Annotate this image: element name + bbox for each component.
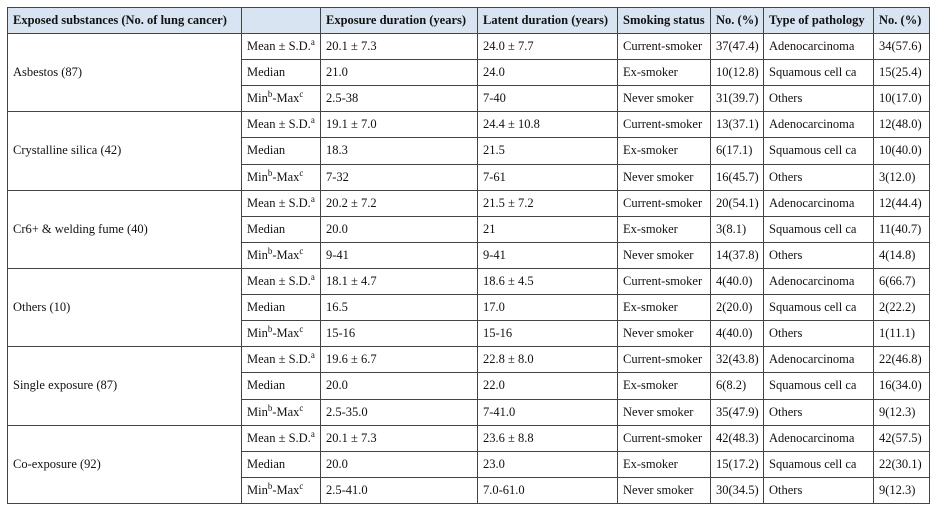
smoking-status-cell: Current-smoker	[618, 347, 711, 373]
header-latent-duration: Latent duration (years)	[478, 8, 618, 34]
footnote-marker: a	[310, 271, 315, 282]
statistic-label	[242, 34, 321, 60]
statistic-text: Median	[247, 300, 286, 315]
latent-duration-cell: 7-61	[478, 164, 618, 190]
pathology-count-cell: 3(12.0)	[874, 164, 930, 190]
pathology-count-cell: 15(25.4)	[874, 60, 930, 86]
smoking-count-cell: 35(47.9)	[711, 399, 764, 425]
latent-duration-cell: 23.6 ± 8.8	[478, 425, 618, 451]
statistic-text: Median	[247, 143, 286, 158]
smoking-status-cell: Never smoker	[618, 399, 711, 425]
smoking-count-cell: 30(34.5)	[711, 477, 764, 503]
smoking-status-cell: Current-smoker	[618, 112, 711, 138]
exposure-duration-cell: 2.5-41.0	[321, 477, 478, 503]
pathology-type-cell: Others	[764, 164, 874, 190]
latent-duration-cell: 7.0-61.0	[478, 477, 618, 503]
smoking-count-cell: 3(8.1)	[711, 216, 764, 242]
statistic-text: Median	[247, 378, 286, 393]
statistic-label	[242, 138, 321, 164]
latent-duration-cell: 24.0 ± 7.7	[478, 34, 618, 60]
footnote-marker: b	[267, 480, 273, 491]
footnote-marker: c	[299, 167, 304, 178]
exposure-duration-cell: 20.0	[321, 373, 478, 399]
exposure-duration-cell: 9-41	[321, 242, 478, 268]
statistic-label	[242, 164, 321, 190]
header-statistic	[242, 8, 321, 34]
footnote-marker: c	[299, 89, 304, 100]
exposure-duration-cell: 7-32	[321, 164, 478, 190]
smoking-count-cell: 4(40.0)	[711, 321, 764, 347]
latent-duration-cell: 17.0	[478, 295, 618, 321]
footnote-marker: b	[267, 89, 273, 100]
pathology-count-cell: 9(12.3)	[874, 477, 930, 503]
pathology-count-cell: 4(14.8)	[874, 242, 930, 268]
header-smoking-status: Smoking status	[618, 8, 711, 34]
exposure-duration-cell: 20.0	[321, 216, 478, 242]
statistic-label	[242, 86, 321, 112]
pathology-type-cell: Adenocarcinoma	[764, 425, 874, 451]
smoking-status-cell: Ex-smoker	[618, 451, 711, 477]
table-row	[8, 268, 930, 294]
footnote-marker: a	[310, 350, 315, 361]
latent-duration-cell: 22.8 ± 8.0	[478, 347, 618, 373]
header-pathology-type: Type of pathology	[764, 8, 874, 34]
footnote-marker: c	[299, 245, 304, 256]
pathology-type-cell: Others	[764, 86, 874, 112]
smoking-count-cell: 10(12.8)	[711, 60, 764, 86]
table-row	[8, 190, 930, 216]
exposure-duration-cell: 20.2 ± 7.2	[321, 190, 478, 216]
statistic-text: Mean ± S.D.	[247, 352, 311, 367]
exposure-duration-cell: 21.0	[321, 60, 478, 86]
statistic-text: Mean ± S.D.	[247, 195, 311, 210]
statistic-text: Mean ± S.D.	[247, 39, 311, 54]
pathology-count-cell: 1(11.1)	[874, 321, 930, 347]
pathology-count-cell: 10(40.0)	[874, 138, 930, 164]
statistic-label	[242, 425, 321, 451]
statistic-text: Median	[247, 65, 286, 80]
pathology-count-cell: 22(46.8)	[874, 347, 930, 373]
exposure-duration-cell: 19.6 ± 6.7	[321, 347, 478, 373]
smoking-status-cell: Never smoker	[618, 164, 711, 190]
footnote-marker: a	[310, 428, 315, 439]
exposure-duration-cell: 20.1 ± 7.3	[321, 34, 478, 60]
latent-duration-cell: 21.5 ± 7.2	[478, 190, 618, 216]
exposure-duration-cell: 2.5-38	[321, 86, 478, 112]
smoking-count-cell: 4(40.0)	[711, 268, 764, 294]
smoking-status-cell: Ex-smoker	[618, 216, 711, 242]
smoking-count-cell: 20(54.1)	[711, 190, 764, 216]
statistic-text: Min	[247, 247, 268, 262]
pathology-type-cell: Squamous cell ca	[764, 295, 874, 321]
latent-duration-cell: 24.4 ± 10.8	[478, 112, 618, 138]
smoking-status-cell: Ex-smoker	[618, 60, 711, 86]
pathology-count-cell: 11(40.7)	[874, 216, 930, 242]
statistic-text: Median	[247, 221, 286, 236]
pathology-type-cell: Others	[764, 477, 874, 503]
smoking-count-cell: 13(37.1)	[711, 112, 764, 138]
pathology-type-cell: Others	[764, 321, 874, 347]
statistic-label	[242, 190, 321, 216]
pathology-type-cell: Squamous cell ca	[764, 138, 874, 164]
pathology-count-cell: 10(17.0)	[874, 86, 930, 112]
smoking-count-cell: 6(8.2)	[711, 373, 764, 399]
footnote-marker: c	[299, 480, 304, 491]
table-row	[8, 112, 930, 138]
smoking-status-cell: Never smoker	[618, 86, 711, 112]
table-row	[8, 425, 930, 451]
smoking-count-cell: 32(43.8)	[711, 347, 764, 373]
table-row	[8, 347, 930, 373]
pathology-count-cell: 12(44.4)	[874, 190, 930, 216]
pathology-type-cell: Adenocarcinoma	[764, 347, 874, 373]
exposure-group-label: Others (10)	[8, 268, 242, 346]
table-row	[8, 34, 930, 60]
statistic-label	[242, 268, 321, 294]
latent-duration-cell: 22.0	[478, 373, 618, 399]
smoking-status-cell: Ex-smoker	[618, 138, 711, 164]
exposure-duration-cell: 16.5	[321, 295, 478, 321]
smoking-count-cell: 14(37.8)	[711, 242, 764, 268]
pathology-type-cell: Squamous cell ca	[764, 451, 874, 477]
latent-duration-cell: 7-41.0	[478, 399, 618, 425]
pathology-count-cell: 34(57.6)	[874, 34, 930, 60]
exposure-group-label: Co-exposure (92)	[8, 425, 242, 503]
pathology-type-cell: Others	[764, 242, 874, 268]
latent-duration-cell: 7-40	[478, 86, 618, 112]
pathology-count-cell: 9(12.3)	[874, 399, 930, 425]
statistic-text: Min	[247, 326, 268, 341]
statistic-text: -Max	[272, 326, 300, 341]
pathology-type-cell: Adenocarcinoma	[764, 112, 874, 138]
statistic-label	[242, 373, 321, 399]
latent-duration-cell: 21.5	[478, 138, 618, 164]
smoking-status-cell: Current-smoker	[618, 268, 711, 294]
statistic-text: Mean ± S.D.	[247, 430, 311, 445]
statistic-label	[242, 216, 321, 242]
pathology-count-cell: 16(34.0)	[874, 373, 930, 399]
exposure-duration-cell: 18.1 ± 4.7	[321, 268, 478, 294]
statistic-label	[242, 60, 321, 86]
statistic-text: Min	[247, 169, 268, 184]
smoking-status-cell: Current-smoker	[618, 34, 711, 60]
statistic-label	[242, 321, 321, 347]
statistic-text: Mean ± S.D.	[247, 274, 311, 289]
smoking-status-cell: Never smoker	[618, 242, 711, 268]
smoking-status-cell: Never smoker	[618, 477, 711, 503]
header-exposure-duration: Exposure duration (years)	[321, 8, 478, 34]
smoking-status-cell: Current-smoker	[618, 190, 711, 216]
latent-duration-cell: 15-16	[478, 321, 618, 347]
exposure-duration-cell: 20.0	[321, 451, 478, 477]
statistic-text: -Max	[272, 169, 300, 184]
pathology-count-cell: 12(48.0)	[874, 112, 930, 138]
statistic-text: Min	[247, 91, 268, 106]
statistic-label	[242, 347, 321, 373]
pathology-count-cell: 6(66.7)	[874, 268, 930, 294]
header-smoking-count: No. (%)	[711, 8, 764, 34]
statistic-text: -Max	[272, 91, 300, 106]
footnote-marker: c	[299, 324, 304, 335]
latent-duration-cell: 21	[478, 216, 618, 242]
statistic-label	[242, 399, 321, 425]
exposure-group-label: Crystalline silica (42)	[8, 112, 242, 190]
pathology-count-cell: 22(30.1)	[874, 451, 930, 477]
pathology-type-cell: Adenocarcinoma	[764, 268, 874, 294]
statistic-text: -Max	[272, 404, 300, 419]
latent-duration-cell: 9-41	[478, 242, 618, 268]
footnote-marker: a	[310, 36, 315, 47]
footnote-marker: b	[267, 324, 273, 335]
pathology-count-cell: 42(57.5)	[874, 425, 930, 451]
header-exposed-substances: Exposed substances (No. of lung cancer)	[8, 8, 242, 34]
exposure-duration-cell: 2.5-35.0	[321, 399, 478, 425]
statistic-text: -Max	[272, 482, 300, 497]
latent-duration-cell: 23.0	[478, 451, 618, 477]
footnote-marker: b	[267, 167, 273, 178]
smoking-count-cell: 42(48.3)	[711, 425, 764, 451]
smoking-count-cell: 2(20.0)	[711, 295, 764, 321]
statistic-text: Min	[247, 482, 268, 497]
statistic-text: Min	[247, 404, 268, 419]
exposure-duration-cell: 15-16	[321, 321, 478, 347]
smoking-count-cell: 37(47.4)	[711, 34, 764, 60]
pathology-type-cell: Adenocarcinoma	[764, 190, 874, 216]
footnote-marker: b	[267, 402, 273, 413]
exposure-duration-cell: 19.1 ± 7.0	[321, 112, 478, 138]
statistic-label	[242, 242, 321, 268]
exposure-group-label: Cr6+ & welding fume (40)	[8, 190, 242, 268]
latent-duration-cell: 24.0	[478, 60, 618, 86]
smoking-count-cell: 16(45.7)	[711, 164, 764, 190]
pathology-type-cell: Others	[764, 399, 874, 425]
statistic-label	[242, 295, 321, 321]
footnote-marker: b	[267, 245, 273, 256]
footnote-marker: a	[310, 115, 315, 126]
statistic-text: -Max	[272, 247, 300, 262]
pathology-count-cell: 2(22.2)	[874, 295, 930, 321]
smoking-status-cell: Ex-smoker	[618, 295, 711, 321]
pathology-type-cell: Squamous cell ca	[764, 216, 874, 242]
statistic-label	[242, 112, 321, 138]
header-pathology-count: No. (%)	[874, 8, 930, 34]
smoking-status-cell: Ex-smoker	[618, 373, 711, 399]
smoking-count-cell: 31(39.7)	[711, 86, 764, 112]
pathology-type-cell: Adenocarcinoma	[764, 34, 874, 60]
table-body	[8, 34, 930, 504]
statistic-text: Median	[247, 456, 286, 471]
footnote-marker: a	[310, 193, 315, 204]
pathology-type-cell: Squamous cell ca	[764, 373, 874, 399]
exposure-table	[7, 7, 930, 504]
pathology-type-cell: Squamous cell ca	[764, 60, 874, 86]
smoking-status-cell: Never smoker	[618, 321, 711, 347]
exposure-duration-cell: 20.1 ± 7.3	[321, 425, 478, 451]
smoking-count-cell: 15(17.2)	[711, 451, 764, 477]
smoking-count-cell: 6(17.1)	[711, 138, 764, 164]
footnote-marker: c	[299, 402, 304, 413]
latent-duration-cell: 18.6 ± 4.5	[478, 268, 618, 294]
header-row	[8, 8, 930, 34]
exposure-group-label: Asbestos (87)	[8, 34, 242, 112]
statistic-text: Mean ± S.D.	[247, 117, 311, 132]
statistic-label	[242, 477, 321, 503]
statistic-label	[242, 451, 321, 477]
exposure-duration-cell: 18.3	[321, 138, 478, 164]
exposure-group-label: Single exposure (87)	[8, 347, 242, 425]
smoking-status-cell: Current-smoker	[618, 425, 711, 451]
